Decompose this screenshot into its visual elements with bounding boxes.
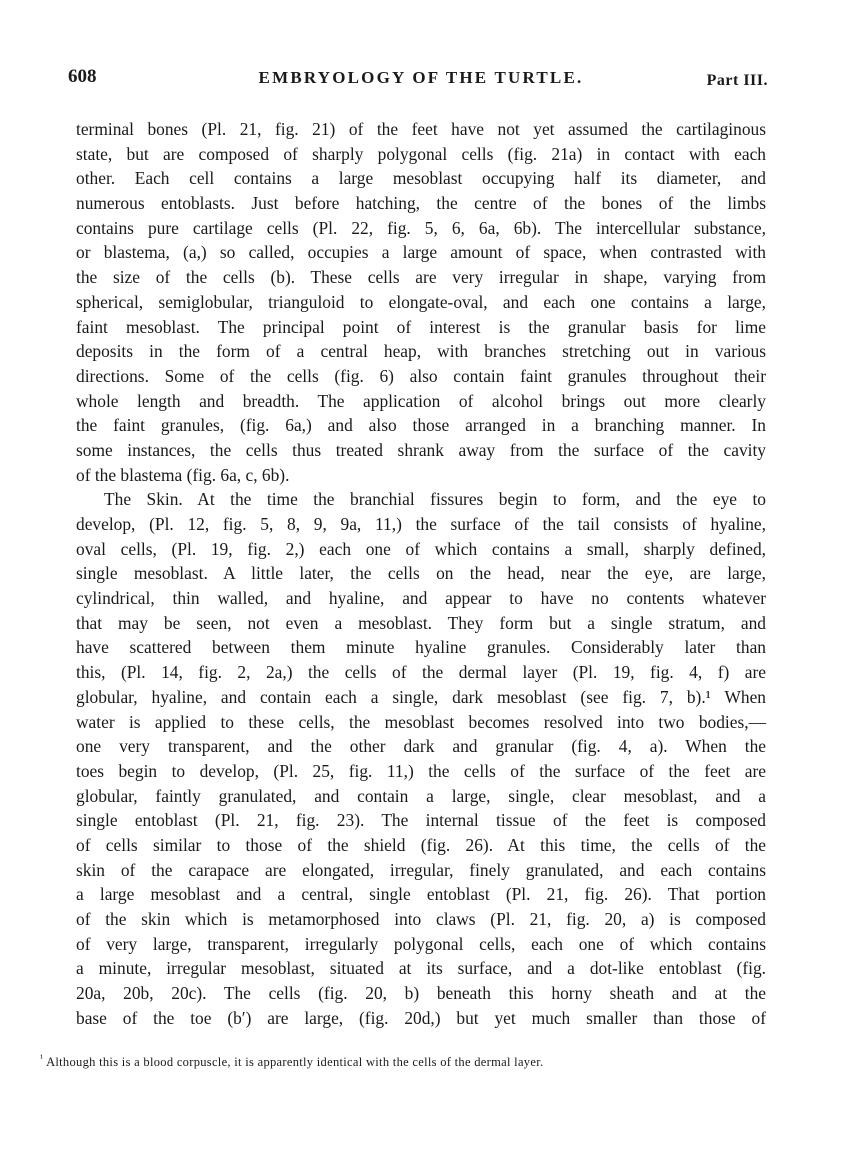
text-line: terminal bones (Pl. 21, fig. 21) of the feet have not yet assumed the cartilaginous xyxy=(76,119,766,139)
footnote xyxy=(40,1052,740,1070)
footnote-marker: ¹ xyxy=(40,1052,44,1064)
text-line: base of the toe (b′) are large, (fig. 20d,) but yet much smaller than those of xyxy=(76,1007,766,1028)
text-line: develop, (Pl. 12, fig. 5, 8, 9, 9a, 11,) the surface of the tail consists of hyaline, xyxy=(76,514,766,534)
text-line: spherical, semiglobular, trianguloid to elongate-oval, and each one contains a large, xyxy=(76,291,766,312)
text-line: numerous entoblasts. Just before hatching, the centre of the bones of the limbs xyxy=(76,193,766,214)
text-line: have scattered between them minute hyaline granules. Considerably later than xyxy=(76,637,766,658)
text-line: faint mesoblast. The principal point of interest is the granular basis for lime xyxy=(76,316,766,337)
text-line: this, (Pl. 14, fig. 2, 2a,) the cells of the dermal layer (Pl. 19, fig. 4, f) are xyxy=(76,662,766,683)
text-line: one very transparent, and the other dark and granular (fig. 4, a). When the xyxy=(76,736,766,757)
running-title: EMBRYOLOGY OF THE TURTLE. xyxy=(258,68,584,87)
text-line: directions. Some of the cells (fig. 6) also contain faint granules throughout their xyxy=(76,365,766,386)
book-page xyxy=(68,62,768,1030)
text-line: cylindrical, thin walled, and hyaline, and appear to have no contents whatever xyxy=(76,588,766,609)
text-line: toes begin to develop, (Pl. 25, fig. 11,) the cells of the surface of the feet are xyxy=(76,760,766,781)
text-line: globular, faintly granulated, and contain a large, single, clear mesoblast, and a xyxy=(76,785,766,806)
text-line: some instances, the cells thus treated shrank away from the surface of the cavity xyxy=(76,439,766,460)
text-line: that may be seen, not even a mesoblast. They form but a single stratum, and xyxy=(76,612,766,633)
text-line: state, but are composed of sharply polygonal cells (fig. 21a) in contact with each xyxy=(76,143,766,164)
text-line: whole length and breadth. The application of alcohol brings out more clearly xyxy=(76,390,766,411)
text-line: other. Each cell contains a large mesoblast occupying half its diameter, and xyxy=(76,168,766,189)
text-line: a large mesoblast and a central, single entoblast (Pl. 21, fig. 26). That portion xyxy=(76,884,766,905)
text-line: 20a, 20b, 20c). The cells (fig. 20, b) beneath this horny sheath and at the xyxy=(76,983,766,1004)
text-line: the size of the cells (b). These cells are very irregular in shape, varying from xyxy=(76,267,766,288)
text-line: single entoblast (Pl. 21, fig. 23). The internal tissue of the feet is composed xyxy=(76,810,766,831)
text-line: of the blastema (fig. 6a, c, 6b). xyxy=(76,464,290,485)
text-line: The Skin. At the time the branchial fissures begin to form, and the eye to xyxy=(104,489,766,510)
page-header xyxy=(68,62,768,102)
text-line: of cells similar to those of the shield (fig. 26). At this time, the cells of the xyxy=(76,834,766,855)
text-line: water is applied to these cells, the mesoblast becomes resolved into two bodies,— xyxy=(76,711,766,732)
text-line: skin of the carapace are elongated, irregular, finely granulated, and each contains xyxy=(76,859,766,880)
text-line: a minute, irregular mesoblast, situated at its surface, and a dot-like entoblast (fig. xyxy=(76,958,766,979)
text-line: of the skin which is metamorphosed into claws (Pl. 21, fig. 20, a) is composed xyxy=(76,909,766,929)
text-line: single mesoblast. A little later, the cells on the head, near the eye, are large, xyxy=(76,563,766,584)
part-label: Part III. xyxy=(706,72,768,89)
text-line: oval cells, (Pl. 19, fig. 2,) each one of which contains a small, sharply defined, xyxy=(76,538,766,559)
text-line: globular, hyaline, and contain each a single, dark mesoblast (see fig. 7, b).¹ When xyxy=(76,686,766,707)
footnote-text: Although this is a blood corpuscle, it is apparently identical with the cells of the dermal layer. xyxy=(46,1055,544,1069)
text-line: or blastema, (a,) so called, occupies a large amount of space, when contrasted with xyxy=(76,242,766,263)
body-text xyxy=(76,117,766,1030)
text-line: of very large, transparent, irregularly polygonal cells, each one of which contains xyxy=(76,933,766,954)
text-line: deposits in the form of a central heap, with branches stretching out in various xyxy=(76,341,766,362)
text-line: contains pure cartilage cells (Pl. 22, fig. 5, 6, 6a, 6b). The intercellular substance, xyxy=(76,217,766,238)
page-number: 608 xyxy=(68,66,97,87)
text-line: the faint granules, (fig. 6a,) and also those arranged in a branching manner. In xyxy=(76,415,766,436)
